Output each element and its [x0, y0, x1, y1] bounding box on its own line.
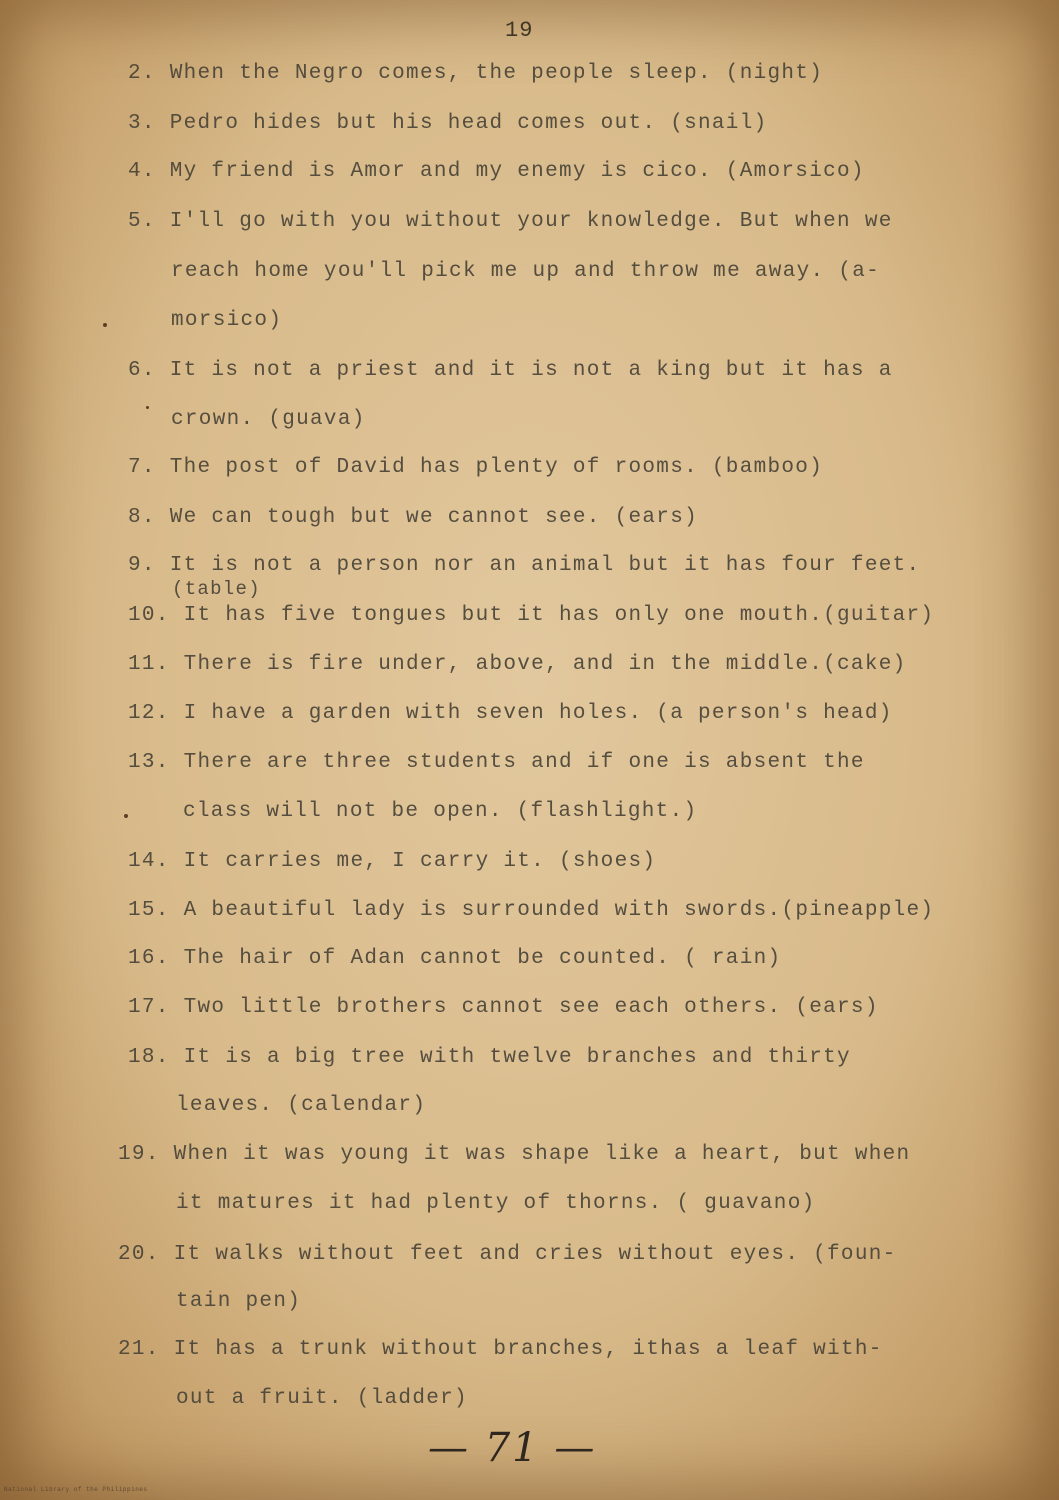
riddle-text-continued: crown. (guava): [171, 408, 366, 431]
riddle-text: There is fire under, above, and in the middle.(cake): [183, 653, 907, 676]
riddle-text-continued: (table): [172, 578, 261, 600]
riddle-text-continued: leaves. (calendar): [176, 1094, 427, 1117]
riddle-text-continued: class will not be open. (flashlight.): [183, 800, 698, 823]
ink-speck: [124, 814, 128, 818]
riddle-text: Two little brothers cannot see each others. (ears): [183, 996, 879, 1019]
riddle-text-continued: morsico): [171, 309, 283, 332]
riddle-text: We can tough but we cannot see. (ears): [169, 506, 698, 529]
riddle-number: 12.: [128, 702, 170, 725]
riddle-text: My friend is Amor and my enemy is cico. (Amorsico): [169, 160, 865, 183]
riddle-text: I'll go with you without your knowledge. But when we: [169, 210, 893, 233]
riddle-text: The hair of Adan cannot be counted. ( rain): [183, 947, 782, 970]
riddle-text: It carries me, I carry it. (shoes): [183, 850, 657, 873]
riddle-text: It is not a priest and it is not a king but it has a: [169, 359, 893, 382]
riddle-number: 7.: [128, 456, 156, 479]
riddle-number: 2.: [128, 62, 156, 85]
riddle-text-continued: tain pen): [176, 1290, 302, 1313]
riddle-text: When the Negro comes, the people sleep. (night): [169, 62, 824, 85]
riddle-number: 16.: [128, 947, 170, 970]
riddle-text: I have a garden with seven holes. (a person's head): [183, 702, 893, 725]
riddle-text: Pedro hides but his head comes out. (snail): [169, 112, 768, 135]
riddle-number: 3.: [128, 112, 156, 135]
riddle-number: 5.: [128, 210, 156, 233]
riddle-number: 18.: [128, 1046, 170, 1069]
riddle-text: It has a trunk without branches, ithas a leaf with-: [173, 1338, 883, 1361]
riddle-text-continued: it matures it had plenty of thorns. ( guavano): [176, 1192, 816, 1215]
riddle-number: 20.: [118, 1243, 160, 1266]
riddle-number: 19.: [118, 1143, 160, 1166]
riddle-text-continued: reach home you'll pick me up and throw me away. (a-: [171, 260, 881, 283]
ink-speck: [146, 406, 149, 409]
riddle-number: 15.: [128, 899, 170, 922]
riddle-number: 4.: [128, 160, 156, 183]
riddle-text: A beautiful lady is surrounded with swords.(pineapple): [183, 899, 935, 922]
archive-credit: National Library of the Philippines: [4, 1486, 148, 1493]
riddle-number: 17.: [128, 996, 170, 1019]
riddle-text: It is a big tree with twelve branches and thirty: [183, 1046, 851, 1069]
riddle-number: 6.: [128, 359, 156, 382]
riddle-number: 11.: [128, 653, 170, 676]
handwritten-page-number: — 71 —: [428, 1425, 597, 1471]
riddle-text: It walks without feet and cries without eyes. (foun-: [173, 1243, 897, 1266]
riddle-number: 21.: [118, 1338, 160, 1361]
riddle-text: There are three students and if one is absent the: [183, 751, 865, 774]
riddle-text-continued: out a fruit. (ladder): [176, 1387, 468, 1410]
riddle-number: 8.: [128, 506, 156, 529]
riddle-number: 13.: [128, 751, 170, 774]
riddle-text: It is not a person nor an animal but it has four feet.: [169, 554, 921, 577]
riddle-text: It has five tongues but it has only one mouth.(guitar): [183, 604, 935, 627]
riddle-number: 10.: [128, 604, 170, 627]
ink-speck: [103, 323, 107, 327]
page-number: 19: [505, 18, 534, 43]
riddle-number: 14.: [128, 850, 170, 873]
riddle-text: The post of David has plenty of rooms. (bamboo): [169, 456, 824, 479]
riddle-text: When it was young it was shape like a heart, but when: [173, 1143, 911, 1166]
riddle-number: 9.: [128, 554, 156, 577]
